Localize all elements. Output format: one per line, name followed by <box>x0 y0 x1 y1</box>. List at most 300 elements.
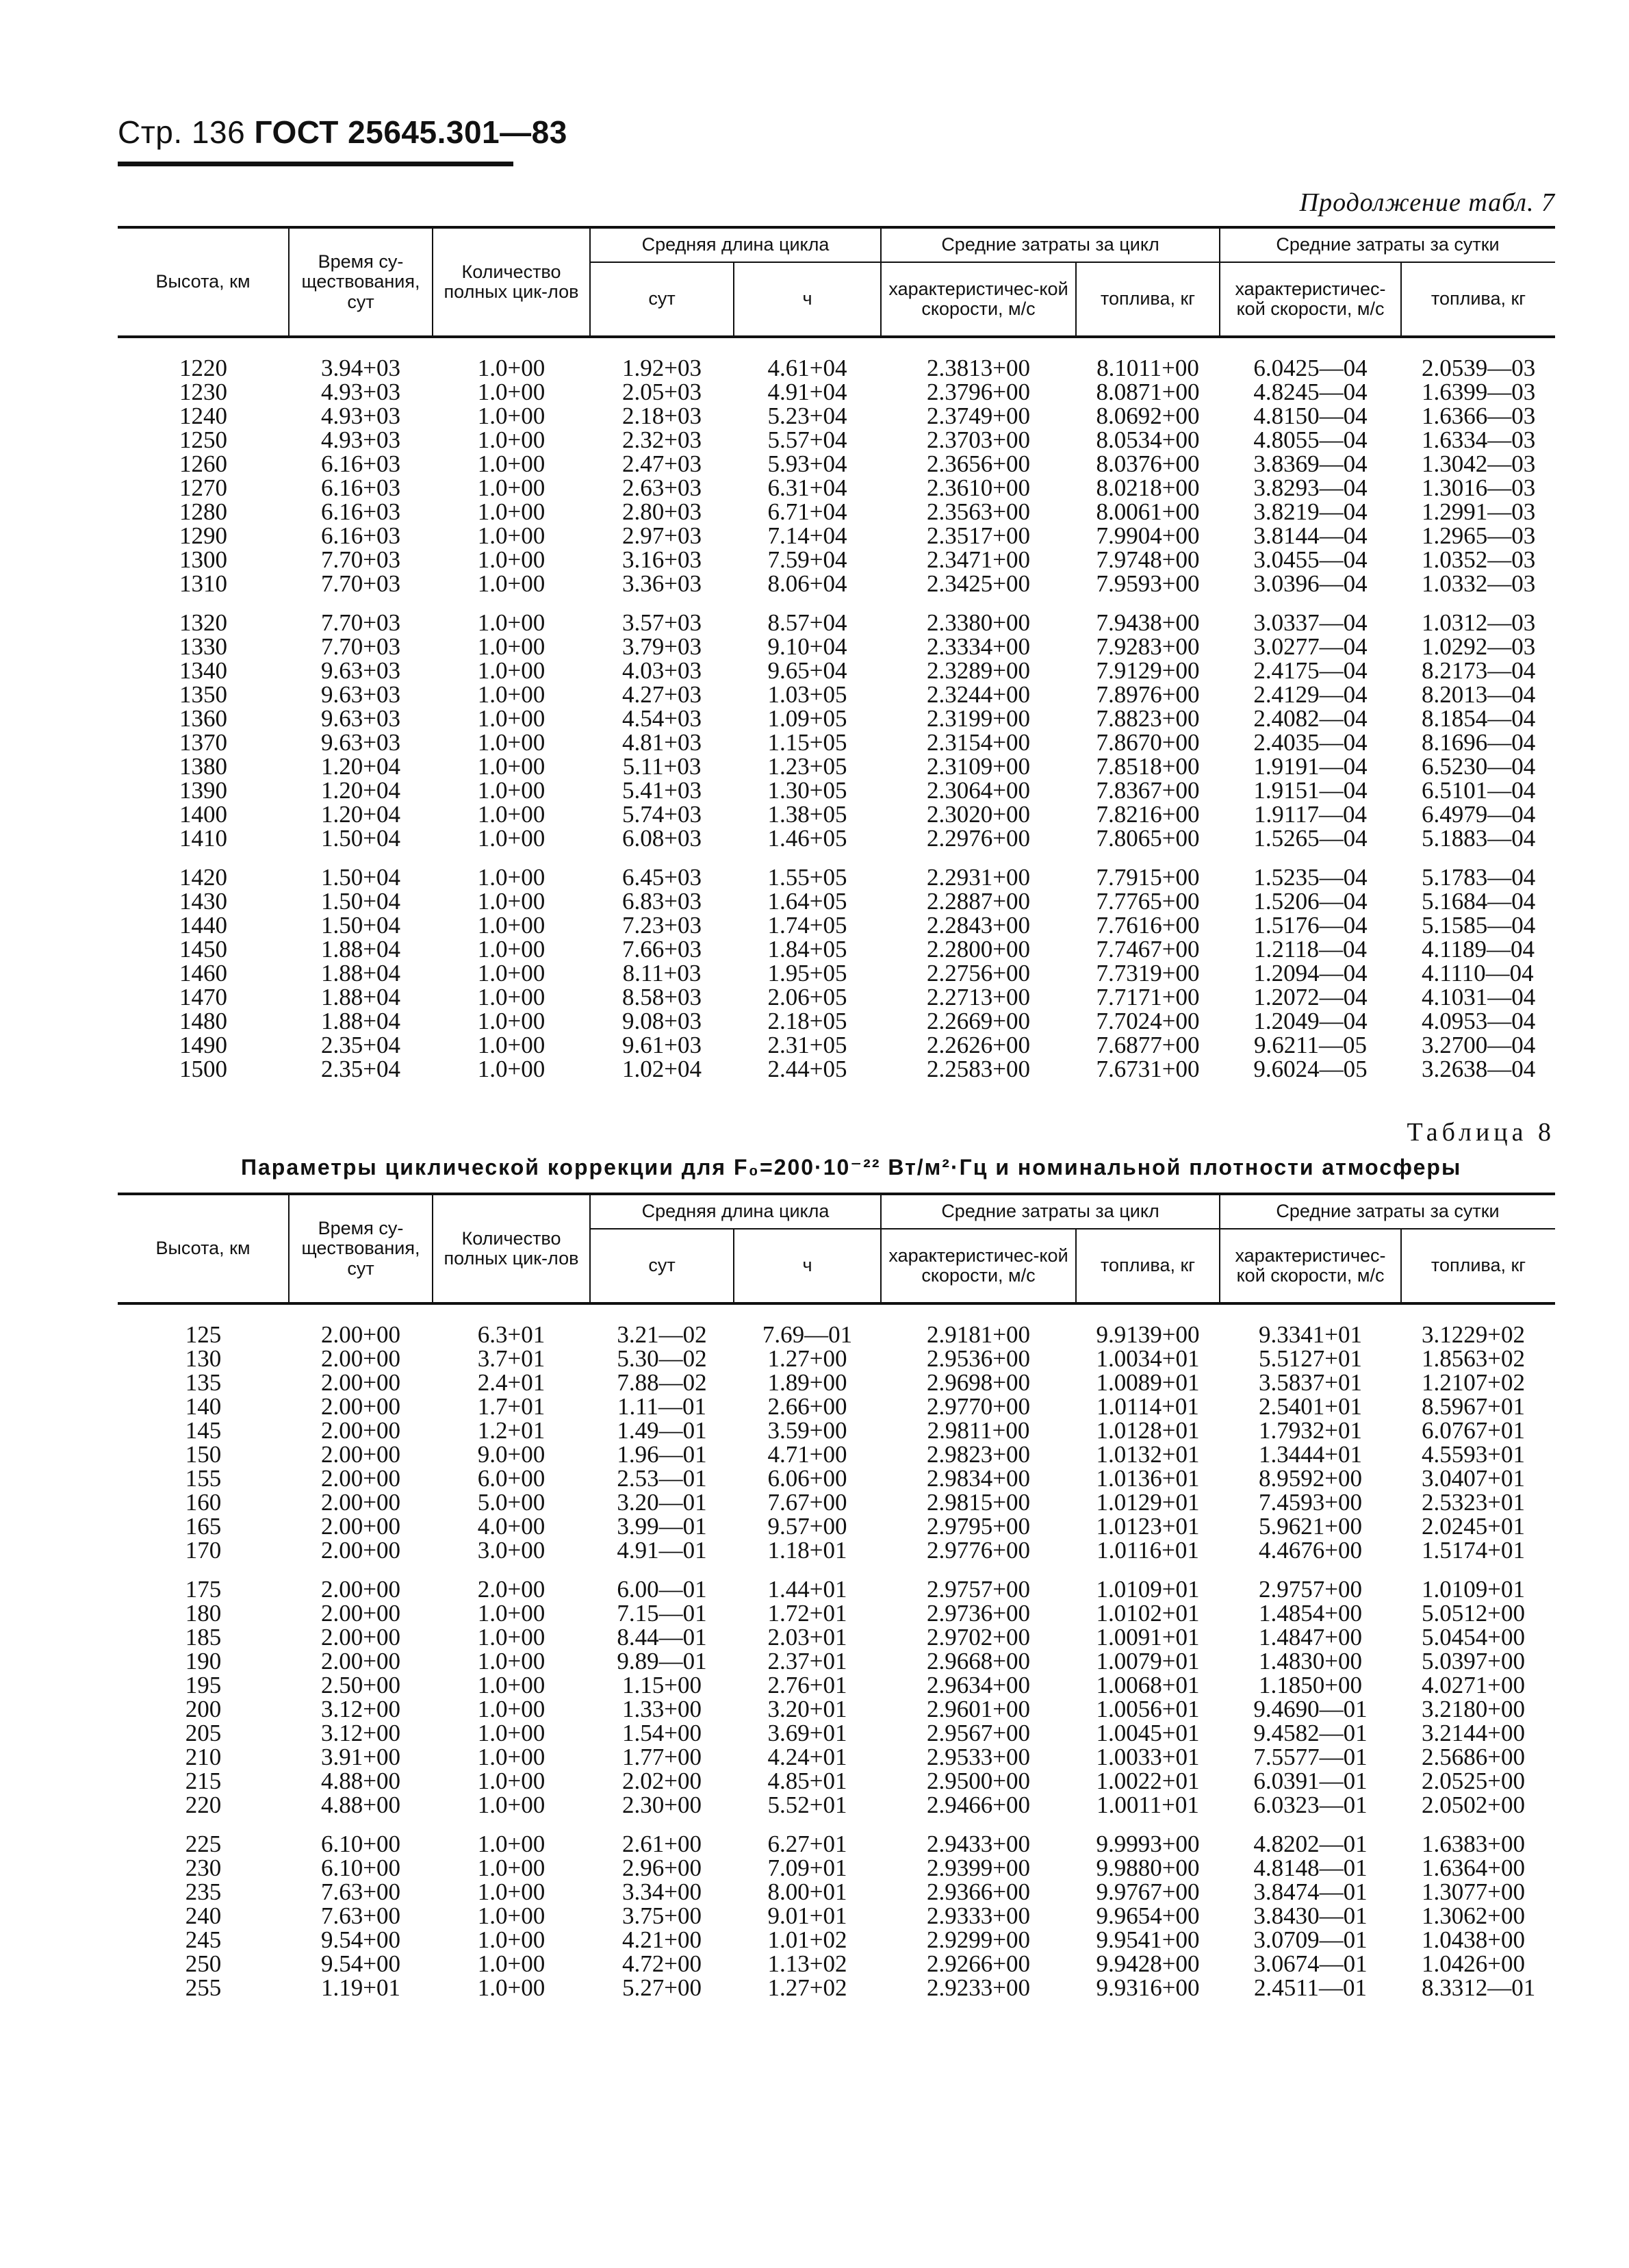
row-spacer-cell <box>118 850 1555 865</box>
cell-cycle-char-velocity: 2.9399+00 <box>927 1856 1031 1880</box>
cell-height: 165 <box>185 1514 222 1538</box>
cell-days: 2.96+00 <box>622 1856 702 1880</box>
cell-day-fuel: 6.0767+01 <box>1422 1418 1526 1442</box>
table-row <box>118 1976 1555 2000</box>
cell-cycle-char-velocity: 2.3154+00 <box>927 730 1031 754</box>
table-row <box>118 524 1555 548</box>
cell-day-char-velocity: 6.0391—01 <box>1253 1769 1368 1793</box>
table-row <box>118 1466 1555 1490</box>
cell-lifetime: 9.63+03 <box>321 683 400 706</box>
cell-height: 1340 <box>179 659 227 683</box>
cell-cycle-fuel: 7.9904+00 <box>1096 524 1200 548</box>
cell-lifetime: 1.20+04 <box>321 778 400 802</box>
cell-lifetime: 1.20+04 <box>321 754 400 778</box>
col-days: сут <box>590 1229 734 1303</box>
cell-day-char-velocity: 1.5235—04 <box>1253 865 1368 889</box>
cell-days: 7.15—01 <box>617 1601 707 1625</box>
cell-lifetime: 3.91+00 <box>321 1745 400 1769</box>
cell-lifetime: 2.00+00 <box>321 1418 400 1442</box>
cell-day-char-velocity: 2.4511—01 <box>1254 1976 1367 2000</box>
table-row <box>118 659 1555 683</box>
cell-day-char-velocity: 1.1850+00 <box>1259 1673 1363 1697</box>
cell-height: 195 <box>185 1673 222 1697</box>
cell-day-fuel: 1.0438+00 <box>1422 1928 1526 1952</box>
cell-days: 8.11+03 <box>622 961 702 985</box>
cell-hours: 5.23+04 <box>767 404 847 428</box>
cell-lifetime: 1.88+04 <box>321 937 400 961</box>
cell-days: 4.81+03 <box>622 730 702 754</box>
cell-cycle-char-velocity: 2.3064+00 <box>927 778 1031 802</box>
cell-day-fuel: 2.5686+00 <box>1422 1745 1526 1769</box>
cell-lifetime: 4.93+03 <box>321 428 400 452</box>
cell-day-fuel: 1.0292—03 <box>1422 635 1536 659</box>
cell-day-char-velocity: 4.4676+00 <box>1259 1538 1363 1562</box>
cell-days: 2.63+03 <box>622 476 702 500</box>
cell-day-fuel: 8.3312—01 <box>1422 1976 1536 2000</box>
cell-height: 230 <box>185 1856 222 1880</box>
cell-cycle-fuel: 9.9316+00 <box>1096 1976 1200 2000</box>
cell-cycle-fuel: 1.0079+01 <box>1096 1649 1200 1673</box>
cell-cycle-char-velocity: 2.3109+00 <box>927 754 1031 778</box>
cell-lifetime: 1.50+04 <box>321 913 400 937</box>
cell-cycle-char-velocity: 2.3471+00 <box>927 548 1031 572</box>
cell-cycle-fuel: 1.0089+01 <box>1096 1371 1200 1394</box>
cell-cycles: 1.0+00 <box>477 611 546 635</box>
cell-cycle-fuel: 8.0061+00 <box>1096 500 1200 524</box>
cell-height: 185 <box>185 1625 222 1649</box>
cell-day-fuel: 4.5593+01 <box>1422 1442 1526 1466</box>
cell-cycle-char-velocity: 2.9433+00 <box>927 1832 1031 1856</box>
cell-day-fuel: 1.6383+00 <box>1422 1832 1526 1856</box>
cell-day-char-velocity: 1.4847+00 <box>1259 1625 1363 1649</box>
cell-day-fuel: 2.0245+01 <box>1422 1514 1526 1538</box>
cell-height: 205 <box>185 1721 222 1745</box>
cell-hours: 1.72+01 <box>767 1601 847 1625</box>
col-cost-per-day: Средние затраты за сутки <box>1220 227 1555 262</box>
cell-height: 1260 <box>179 452 227 476</box>
cell-lifetime: 1.50+04 <box>321 889 400 913</box>
row-spacer-cell <box>118 1562 1555 1577</box>
cell-cycles: 1.0+00 <box>477 937 546 961</box>
cell-lifetime: 2.00+00 <box>321 1601 400 1625</box>
cell-height: 1230 <box>179 380 227 404</box>
cell-cycle-fuel: 1.0011+01 <box>1096 1793 1199 1817</box>
cell-hours: 1.15+05 <box>767 730 847 754</box>
cell-height: 1470 <box>179 985 227 1009</box>
cell-cycle-char-velocity: 2.2931+00 <box>927 865 1031 889</box>
cell-lifetime: 2.35+04 <box>321 1033 400 1057</box>
cell-lifetime: 2.00+00 <box>321 1514 400 1538</box>
cell-cycles: 1.0+00 <box>477 961 546 985</box>
cell-day-fuel: 1.8563+02 <box>1422 1347 1526 1371</box>
cell-days: 4.27+03 <box>622 683 702 706</box>
cell-height: 155 <box>185 1466 222 1490</box>
cell-cycle-fuel: 7.9283+00 <box>1096 635 1200 659</box>
col-day-fuel: топлива, кг <box>1401 1229 1555 1303</box>
cell-day-fuel: 4.1031—04 <box>1422 985 1536 1009</box>
row-spacer-cell <box>118 1817 1555 1832</box>
cell-cycle-char-velocity: 2.9795+00 <box>927 1514 1031 1538</box>
cell-height: 1390 <box>179 778 227 802</box>
cell-day-char-velocity: 3.5837+01 <box>1259 1371 1363 1394</box>
cell-cycle-char-velocity: 2.9299+00 <box>927 1928 1031 1952</box>
cell-day-char-velocity: 3.8144—04 <box>1253 524 1368 548</box>
cell-hours: 1.89+00 <box>767 1371 847 1394</box>
cell-day-fuel: 4.0953—04 <box>1422 1009 1536 1033</box>
cell-days: 2.05+03 <box>622 380 702 404</box>
cell-day-fuel: 3.2638—04 <box>1422 1057 1536 1081</box>
cell-cycles: 1.0+00 <box>477 476 546 500</box>
cell-lifetime: 1.50+04 <box>321 826 400 850</box>
cell-days: 7.88—02 <box>617 1371 707 1394</box>
table-row <box>118 1856 1555 1880</box>
cell-lifetime: 3.12+00 <box>321 1721 400 1745</box>
table-row <box>118 1625 1555 1649</box>
cell-cycle-fuel: 1.0109+01 <box>1096 1577 1200 1601</box>
cell-cycle-char-velocity: 2.3749+00 <box>927 404 1031 428</box>
cell-lifetime: 3.12+00 <box>321 1697 400 1721</box>
cell-cycles: 1.0+00 <box>477 1832 546 1856</box>
cell-day-char-velocity: 1.2094—04 <box>1253 961 1368 985</box>
cell-hours: 4.71+00 <box>767 1442 847 1466</box>
cell-cycles: 2.0+00 <box>477 1577 546 1601</box>
col-days: сут <box>590 262 734 337</box>
cell-cycle-char-velocity: 2.9770+00 <box>927 1394 1031 1418</box>
table-row <box>118 1033 1555 1057</box>
table-row <box>118 1418 1555 1442</box>
cell-lifetime: 1.20+04 <box>321 802 400 826</box>
cell-cycle-char-velocity: 2.9233+00 <box>927 1976 1031 2000</box>
cell-days: 2.32+03 <box>622 428 702 452</box>
table-row <box>118 1880 1555 1904</box>
cell-day-char-velocity: 1.5206—04 <box>1253 889 1368 913</box>
col-cycles: Количество полных цик-лов <box>433 227 590 337</box>
cell-height: 210 <box>185 1745 222 1769</box>
cell-cycle-char-velocity: 2.9668+00 <box>927 1649 1031 1673</box>
cell-day-char-velocity: 2.4082—04 <box>1253 706 1368 730</box>
row-spacer-cell <box>118 337 1555 356</box>
table-row <box>118 1649 1555 1673</box>
table-row <box>118 428 1555 452</box>
cell-days: 3.21—02 <box>617 1323 707 1347</box>
cell-day-char-velocity: 3.8293—04 <box>1253 476 1368 500</box>
cell-cycle-fuel: 7.7467+00 <box>1096 937 1200 961</box>
cell-cycles: 1.0+00 <box>477 548 546 572</box>
row-spacer <box>118 596 1555 611</box>
cell-days: 9.89—01 <box>617 1649 707 1673</box>
cell-lifetime: 2.00+00 <box>321 1466 400 1490</box>
cell-day-fuel: 5.0397+00 <box>1422 1649 1526 1673</box>
cell-day-fuel: 4.0271+00 <box>1422 1673 1526 1697</box>
cell-cycles: 1.0+00 <box>477 428 546 452</box>
cell-cycle-fuel: 8.0871+00 <box>1096 380 1200 404</box>
col-avg-cycle-length: Средняя длина цикла <box>590 227 881 262</box>
table-row <box>118 778 1555 802</box>
cell-hours: 9.57+00 <box>767 1514 847 1538</box>
cell-cycle-char-velocity: 2.9266+00 <box>927 1952 1031 1976</box>
cell-days: 3.75+00 <box>622 1904 702 1928</box>
cell-cycles: 1.0+00 <box>477 826 546 850</box>
cell-hours: 4.91+04 <box>767 380 847 404</box>
cell-height: 130 <box>185 1347 222 1371</box>
cell-height: 170 <box>185 1538 222 1562</box>
cell-cycle-fuel: 7.7765+00 <box>1096 889 1200 913</box>
cell-lifetime: 1.19+01 <box>321 1976 400 2000</box>
table-row <box>118 1601 1555 1625</box>
cell-day-char-velocity: 1.2072—04 <box>1253 985 1368 1009</box>
cell-cycle-char-velocity: 2.3244+00 <box>927 683 1031 706</box>
table-row <box>118 1538 1555 1562</box>
table-row <box>118 1928 1555 1952</box>
cell-days: 1.54+00 <box>622 1721 702 1745</box>
cell-hours: 8.57+04 <box>767 611 847 635</box>
cell-days: 9.61+03 <box>622 1033 702 1057</box>
cell-hours: 8.00+01 <box>767 1880 847 1904</box>
cell-cycles: 1.0+00 <box>477 1009 546 1033</box>
cell-cycle-char-velocity: 2.3813+00 <box>927 356 1031 380</box>
cell-cycle-fuel: 1.0116+01 <box>1096 1538 1199 1562</box>
cell-height: 1220 <box>179 356 227 380</box>
cell-height: 240 <box>185 1904 222 1928</box>
cell-day-char-velocity: 3.0337—04 <box>1253 611 1368 635</box>
cell-cycles: 1.0+00 <box>477 1793 546 1817</box>
cell-days: 2.18+03 <box>622 404 702 428</box>
cell-hours: 6.31+04 <box>767 476 847 500</box>
table-row <box>118 889 1555 913</box>
cell-height: 1350 <box>179 683 227 706</box>
cell-hours: 6.71+04 <box>767 500 847 524</box>
cell-hours: 3.69+01 <box>767 1721 847 1745</box>
cell-day-fuel: 8.1854—04 <box>1422 706 1536 730</box>
cell-lifetime: 1.88+04 <box>321 961 400 985</box>
cell-day-fuel: 8.1696—04 <box>1422 730 1536 754</box>
cell-height: 1460 <box>179 961 227 985</box>
cell-cycle-fuel: 8.0376+00 <box>1096 452 1200 476</box>
cell-cycle-fuel: 7.8670+00 <box>1096 730 1200 754</box>
cell-day-char-velocity: 3.8369—04 <box>1253 452 1368 476</box>
cell-cycle-char-velocity: 2.2843+00 <box>927 913 1031 937</box>
cell-cycle-fuel: 1.0091+01 <box>1096 1625 1200 1649</box>
cell-hours: 1.64+05 <box>767 889 847 913</box>
cell-day-char-velocity: 4.8150—04 <box>1253 404 1368 428</box>
cell-cycle-char-velocity: 2.9698+00 <box>927 1371 1031 1394</box>
col-hours: ч <box>734 262 881 337</box>
cell-lifetime: 2.50+00 <box>321 1673 400 1697</box>
cell-cycle-fuel: 1.0123+01 <box>1096 1514 1200 1538</box>
cell-days: 1.77+00 <box>622 1745 702 1769</box>
cell-days: 1.02+04 <box>622 1057 702 1081</box>
cell-lifetime: 1.50+04 <box>321 865 400 889</box>
cell-lifetime: 7.63+00 <box>321 1904 400 1928</box>
cell-day-char-velocity: 9.3341+01 <box>1259 1323 1363 1347</box>
cell-cycles: 1.0+00 <box>477 1721 546 1745</box>
cell-lifetime: 2.00+00 <box>321 1371 400 1394</box>
cell-day-fuel: 3.0407+01 <box>1422 1466 1526 1490</box>
cell-height: 1280 <box>179 500 227 524</box>
cell-day-fuel: 1.6399—03 <box>1422 380 1536 404</box>
cell-height: 1430 <box>179 889 227 913</box>
table-row <box>118 635 1555 659</box>
cell-lifetime: 2.00+00 <box>321 1538 400 1562</box>
cell-height: 1400 <box>179 802 227 826</box>
cell-days: 2.30+00 <box>622 1793 702 1817</box>
cell-cycles: 1.0+00 <box>477 1976 546 2000</box>
cell-cycle-char-velocity: 2.3380+00 <box>927 611 1031 635</box>
cell-days: 2.61+00 <box>622 1832 702 1856</box>
cell-hours: 1.55+05 <box>767 865 847 889</box>
cell-hours: 6.06+00 <box>767 1466 847 1490</box>
cell-cycle-char-velocity: 2.9634+00 <box>927 1673 1031 1697</box>
table-row <box>118 1057 1555 1081</box>
cell-day-char-velocity: 1.2049—04 <box>1253 1009 1368 1033</box>
cell-cycle-fuel: 7.7024+00 <box>1096 1009 1200 1033</box>
cell-day-fuel: 3.1229+02 <box>1422 1323 1526 1347</box>
col-cycles: Количество полных цик-лов <box>433 1194 590 1303</box>
cell-day-char-velocity: 3.0277—04 <box>1253 635 1368 659</box>
cell-day-fuel: 5.1684—04 <box>1422 889 1536 913</box>
cell-days: 3.34+00 <box>622 1880 702 1904</box>
cell-day-char-velocity: 1.9117—04 <box>1254 802 1367 826</box>
cell-lifetime: 9.54+00 <box>321 1952 400 1976</box>
cell-cycles: 3.7+01 <box>477 1347 546 1371</box>
cell-cycle-char-velocity: 2.3610+00 <box>927 476 1031 500</box>
cell-lifetime: 2.35+04 <box>321 1057 400 1081</box>
table-row <box>118 356 1555 380</box>
cell-cycle-fuel: 8.0692+00 <box>1096 404 1200 428</box>
cell-cycles: 1.0+00 <box>477 683 546 706</box>
cell-day-char-velocity: 1.5176—04 <box>1253 913 1368 937</box>
cell-day-char-velocity: 1.7932+01 <box>1259 1418 1363 1442</box>
cell-day-fuel: 1.3062+00 <box>1422 1904 1526 1928</box>
cell-day-fuel: 8.5967+01 <box>1422 1394 1526 1418</box>
table-row <box>118 1673 1555 1697</box>
cell-height: 250 <box>185 1952 222 1976</box>
cell-cycle-char-velocity: 2.9500+00 <box>927 1769 1031 1793</box>
cell-hours: 7.14+04 <box>767 524 847 548</box>
cell-height: 135 <box>185 1371 222 1394</box>
cell-day-fuel: 1.3077+00 <box>1422 1880 1526 1904</box>
cell-day-char-velocity: 1.4854+00 <box>1259 1601 1363 1625</box>
cell-cycle-fuel: 1.0132+01 <box>1096 1442 1200 1466</box>
cell-day-char-velocity: 9.4690—01 <box>1253 1697 1368 1721</box>
cell-cycle-fuel: 7.8823+00 <box>1096 706 1200 730</box>
cell-cycle-fuel: 1.0034+01 <box>1096 1347 1200 1371</box>
cell-cycles: 1.0+00 <box>477 865 546 889</box>
row-spacer-cell <box>118 596 1555 611</box>
cell-cycle-fuel: 1.0102+01 <box>1096 1601 1200 1625</box>
cell-cycle-char-velocity: 2.9601+00 <box>927 1697 1031 1721</box>
cell-hours: 1.27+02 <box>767 1976 847 2000</box>
cell-lifetime: 9.54+00 <box>321 1928 400 1952</box>
cell-lifetime: 4.88+00 <box>321 1793 400 1817</box>
row-spacer <box>118 1562 1555 1577</box>
cell-days: 8.58+03 <box>622 985 702 1009</box>
cell-cycles: 1.0+00 <box>477 404 546 428</box>
cell-lifetime: 9.63+03 <box>321 659 400 683</box>
cell-height: 150 <box>185 1442 222 1466</box>
cell-day-char-velocity: 3.0674—01 <box>1253 1952 1368 1976</box>
cell-hours: 4.24+01 <box>767 1745 847 1769</box>
col-lifetime: Время су-ществования, сут <box>289 1194 433 1303</box>
cell-height: 1330 <box>179 635 227 659</box>
cell-lifetime: 2.00+00 <box>321 1347 400 1371</box>
cell-hours: 1.30+05 <box>767 778 847 802</box>
cell-lifetime: 4.88+00 <box>321 1769 400 1793</box>
table-row <box>118 380 1555 404</box>
col-cycle-fuel: топлива, кг <box>1076 262 1220 337</box>
cell-height: 235 <box>185 1880 222 1904</box>
cell-lifetime: 6.16+03 <box>321 452 400 476</box>
cell-cycle-char-velocity: 2.3796+00 <box>927 380 1031 404</box>
cell-days: 9.08+03 <box>622 1009 702 1033</box>
table-7 <box>118 226 1555 1081</box>
table-row <box>118 1514 1555 1538</box>
cell-lifetime: 1.88+04 <box>321 1009 400 1033</box>
table-row <box>118 826 1555 850</box>
cell-days: 1.15+00 <box>622 1673 702 1697</box>
cell-cycles: 1.0+00 <box>477 730 546 754</box>
table-row <box>118 730 1555 754</box>
table-row <box>118 1904 1555 1928</box>
cell-cycle-fuel: 7.9129+00 <box>1096 659 1200 683</box>
cell-lifetime: 9.63+03 <box>321 706 400 730</box>
col-lifetime: Время су-ществования, сут <box>289 227 433 337</box>
cell-day-char-velocity: 2.4129—04 <box>1253 683 1368 706</box>
cell-days: 1.49—01 <box>617 1418 707 1442</box>
cell-cycle-char-velocity: 2.9466+00 <box>927 1793 1031 1817</box>
cell-cycle-fuel: 7.6731+00 <box>1096 1057 1200 1081</box>
cell-days: 3.79+03 <box>622 635 702 659</box>
cell-hours: 4.61+04 <box>767 356 847 380</box>
cell-cycles: 1.0+00 <box>477 1673 546 1697</box>
cell-hours: 9.01+01 <box>767 1904 847 1928</box>
cell-height: 1250 <box>179 428 227 452</box>
cell-cycle-fuel: 7.7915+00 <box>1096 865 1200 889</box>
cell-cycle-fuel: 7.8976+00 <box>1096 683 1200 706</box>
cell-cycle-char-velocity: 2.3199+00 <box>927 706 1031 730</box>
cell-day-fuel: 6.5230—04 <box>1422 754 1536 778</box>
cell-cycles: 1.0+00 <box>477 659 546 683</box>
cell-cycles: 1.0+00 <box>477 1649 546 1673</box>
cell-lifetime: 2.00+00 <box>321 1442 400 1466</box>
cell-cycle-fuel: 7.8518+00 <box>1096 754 1200 778</box>
header-rule <box>118 162 513 166</box>
cell-cycle-fuel: 7.8367+00 <box>1096 778 1200 802</box>
cell-hours: 1.18+01 <box>767 1538 847 1562</box>
cell-cycle-char-velocity: 2.2887+00 <box>927 889 1031 913</box>
cell-height: 1370 <box>179 730 227 754</box>
cell-days: 3.57+03 <box>622 611 702 635</box>
cell-cycle-char-velocity: 2.9567+00 <box>927 1721 1031 1745</box>
col-hours: ч <box>734 1229 881 1303</box>
cell-day-char-velocity: 3.0455—04 <box>1253 548 1368 572</box>
col-day-fuel: топлива, кг <box>1401 262 1555 337</box>
cell-cycle-char-velocity: 2.9533+00 <box>927 1745 1031 1769</box>
cell-height: 1480 <box>179 1009 227 1033</box>
cell-day-fuel: 3.2144+00 <box>1422 1721 1526 1745</box>
cell-lifetime: 2.00+00 <box>321 1490 400 1514</box>
col-cost-per-cycle: Средние затраты за цикл <box>881 227 1220 262</box>
cell-day-char-velocity: 7.4593+00 <box>1259 1490 1363 1514</box>
cell-day-fuel: 3.2700—04 <box>1422 1033 1536 1057</box>
cell-day-char-velocity: 6.0323—01 <box>1253 1793 1368 1817</box>
cell-cycle-char-velocity: 2.3334+00 <box>927 635 1031 659</box>
cell-height: 1300 <box>179 548 227 572</box>
cell-cycles: 1.0+00 <box>477 1625 546 1649</box>
table-row <box>118 1697 1555 1721</box>
cell-day-char-velocity: 4.8148—01 <box>1253 1856 1368 1880</box>
cell-hours: 9.10+04 <box>767 635 847 659</box>
